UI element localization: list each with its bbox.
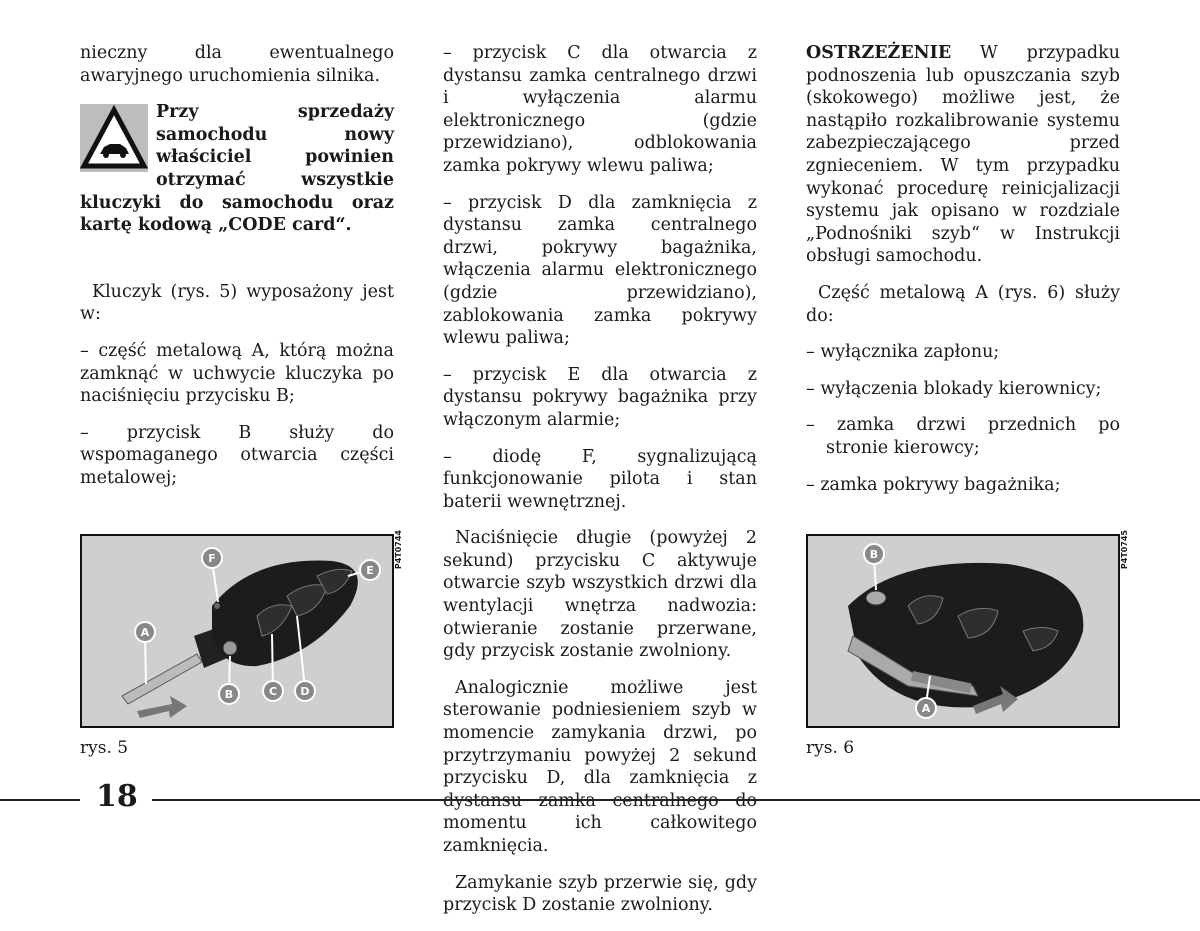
list-item: – zamka pokrywy bagażnika; <box>806 474 1061 495</box>
list-item: – wyłącznika zapłonu; <box>806 342 1000 363</box>
paragraph: – przycisk E dla otwarcia z dystansu pokrywy bagażnika przy włączonym alarmie; <box>443 364 757 430</box>
paragraph: nieczny dla ewentualnego awaryjnego uruchomienia silnika. <box>80 43 394 86</box>
paragraph: – część metalową A, którą można zamknąć w uchwycie kluczyka po naciśnięciu przycisku B; <box>80 340 394 407</box>
figure-caption: rys. 6 <box>806 738 855 758</box>
paragraph: Analogicznie możliwe jest sterowanie podniesieniem szyb w momencie zamykania drzwi, po przytrzymaniu powyżej 2 sekund przycisku D, dla zamknięcia z momentu ich całkowitego zamknięcia. <box>443 677 757 856</box>
paragraph: – przycisk C dla otwarcia z dystansu zamka centralnego drzwi i wyłączenia alarmu elektronicznego (gdzie przewidziano), odblokowania zamka pokrywy wlewu paliwa; <box>443 43 757 176</box>
label-e: E <box>366 564 374 577</box>
warning-paragraph <box>806 42 1120 268</box>
label-f: F <box>208 552 216 565</box>
figure-code: P4T0745 <box>1120 530 1129 570</box>
label-d: D <box>300 685 310 698</box>
label-c: C <box>268 685 278 698</box>
paragraph: Kluczyk (rys. 5) wyposażony jest w: <box>80 281 394 325</box>
paragraph: Naciśnięcie długie (powyżej 2 sekund) przycisku C aktywuje otwarcie szyb wszystkich drzwi dla wentylacji wnętrza nadwozia: otwieranie zostanie przerwane, gdy przycisk zostanie zwolniony. <box>443 528 757 662</box>
warning-car-icon <box>80 104 148 172</box>
warning-label: OSTRZEŻENIE <box>806 43 952 63</box>
paragraph: – diodę F, sygnalizującą funkcjonowanie pilota i stan baterii wewnętrznej. <box>443 446 757 512</box>
figure-key-fob-5 <box>80 534 394 728</box>
label-a: A <box>140 626 150 639</box>
paragraph: Zamykanie szyb przerwie się, gdy przycisk D zostanie zwolniony. <box>443 872 757 916</box>
warning-text: Przy sprzedaży samochodu nowy właściciel powinien otrzymać wszystkie kluczyki do samochodu oraz kartę kodową „CODE card“. <box>80 102 394 236</box>
list-item: – wyłączenia blokady kierownicy; <box>806 378 1102 399</box>
paragraph: – przycisk D dla zamknięcia z dystansu zamka centralnego drzwi, pokrywy bagażnika, włączenia alarmu elektronicznego (gdzie przewidziano), zablokowania zamka pokrywy wlewu paliwa; <box>443 192 757 349</box>
page-number: 18 <box>96 779 138 814</box>
warning-box <box>80 101 394 237</box>
label-b: B <box>224 688 234 701</box>
figure-code: P4T0744 <box>394 530 403 570</box>
label-a: A <box>921 702 931 715</box>
column-1 <box>80 42 394 504</box>
figure-key-fob-6 <box>806 534 1120 728</box>
warning-text: W przypadku podnoszenia lub opuszczania szyb (skokowego) możliwe jest, że nastąpiło rozkalibrowanie systemu zabezpieczającego przed zgnieceniem. W tym przypadku wykonać procedurę reinicjalizacji systemu jak opisano w rozdziale „Podnośniki szyb“ w Instrukcji obsługi samochodu. <box>806 43 1120 267</box>
footer-rule-right <box>152 799 1200 801</box>
footer-rule-left <box>0 799 80 801</box>
key-fob-open-illustration <box>808 536 1118 726</box>
paragraph: – przycisk B służy do wspomaganego otwarcia części metalowej; <box>80 422 394 488</box>
figure-caption: rys. 5 <box>80 738 129 758</box>
list-item: – zamka drzwi przednich po stronie kierowcy; <box>806 415 1120 458</box>
key-fob-illustration <box>82 536 392 726</box>
label-b: B <box>869 548 879 561</box>
paragraph: Część metalową A (rys. 6) służy do: <box>806 282 1120 326</box>
column-3 <box>806 42 1120 510</box>
column-2 <box>443 42 757 931</box>
